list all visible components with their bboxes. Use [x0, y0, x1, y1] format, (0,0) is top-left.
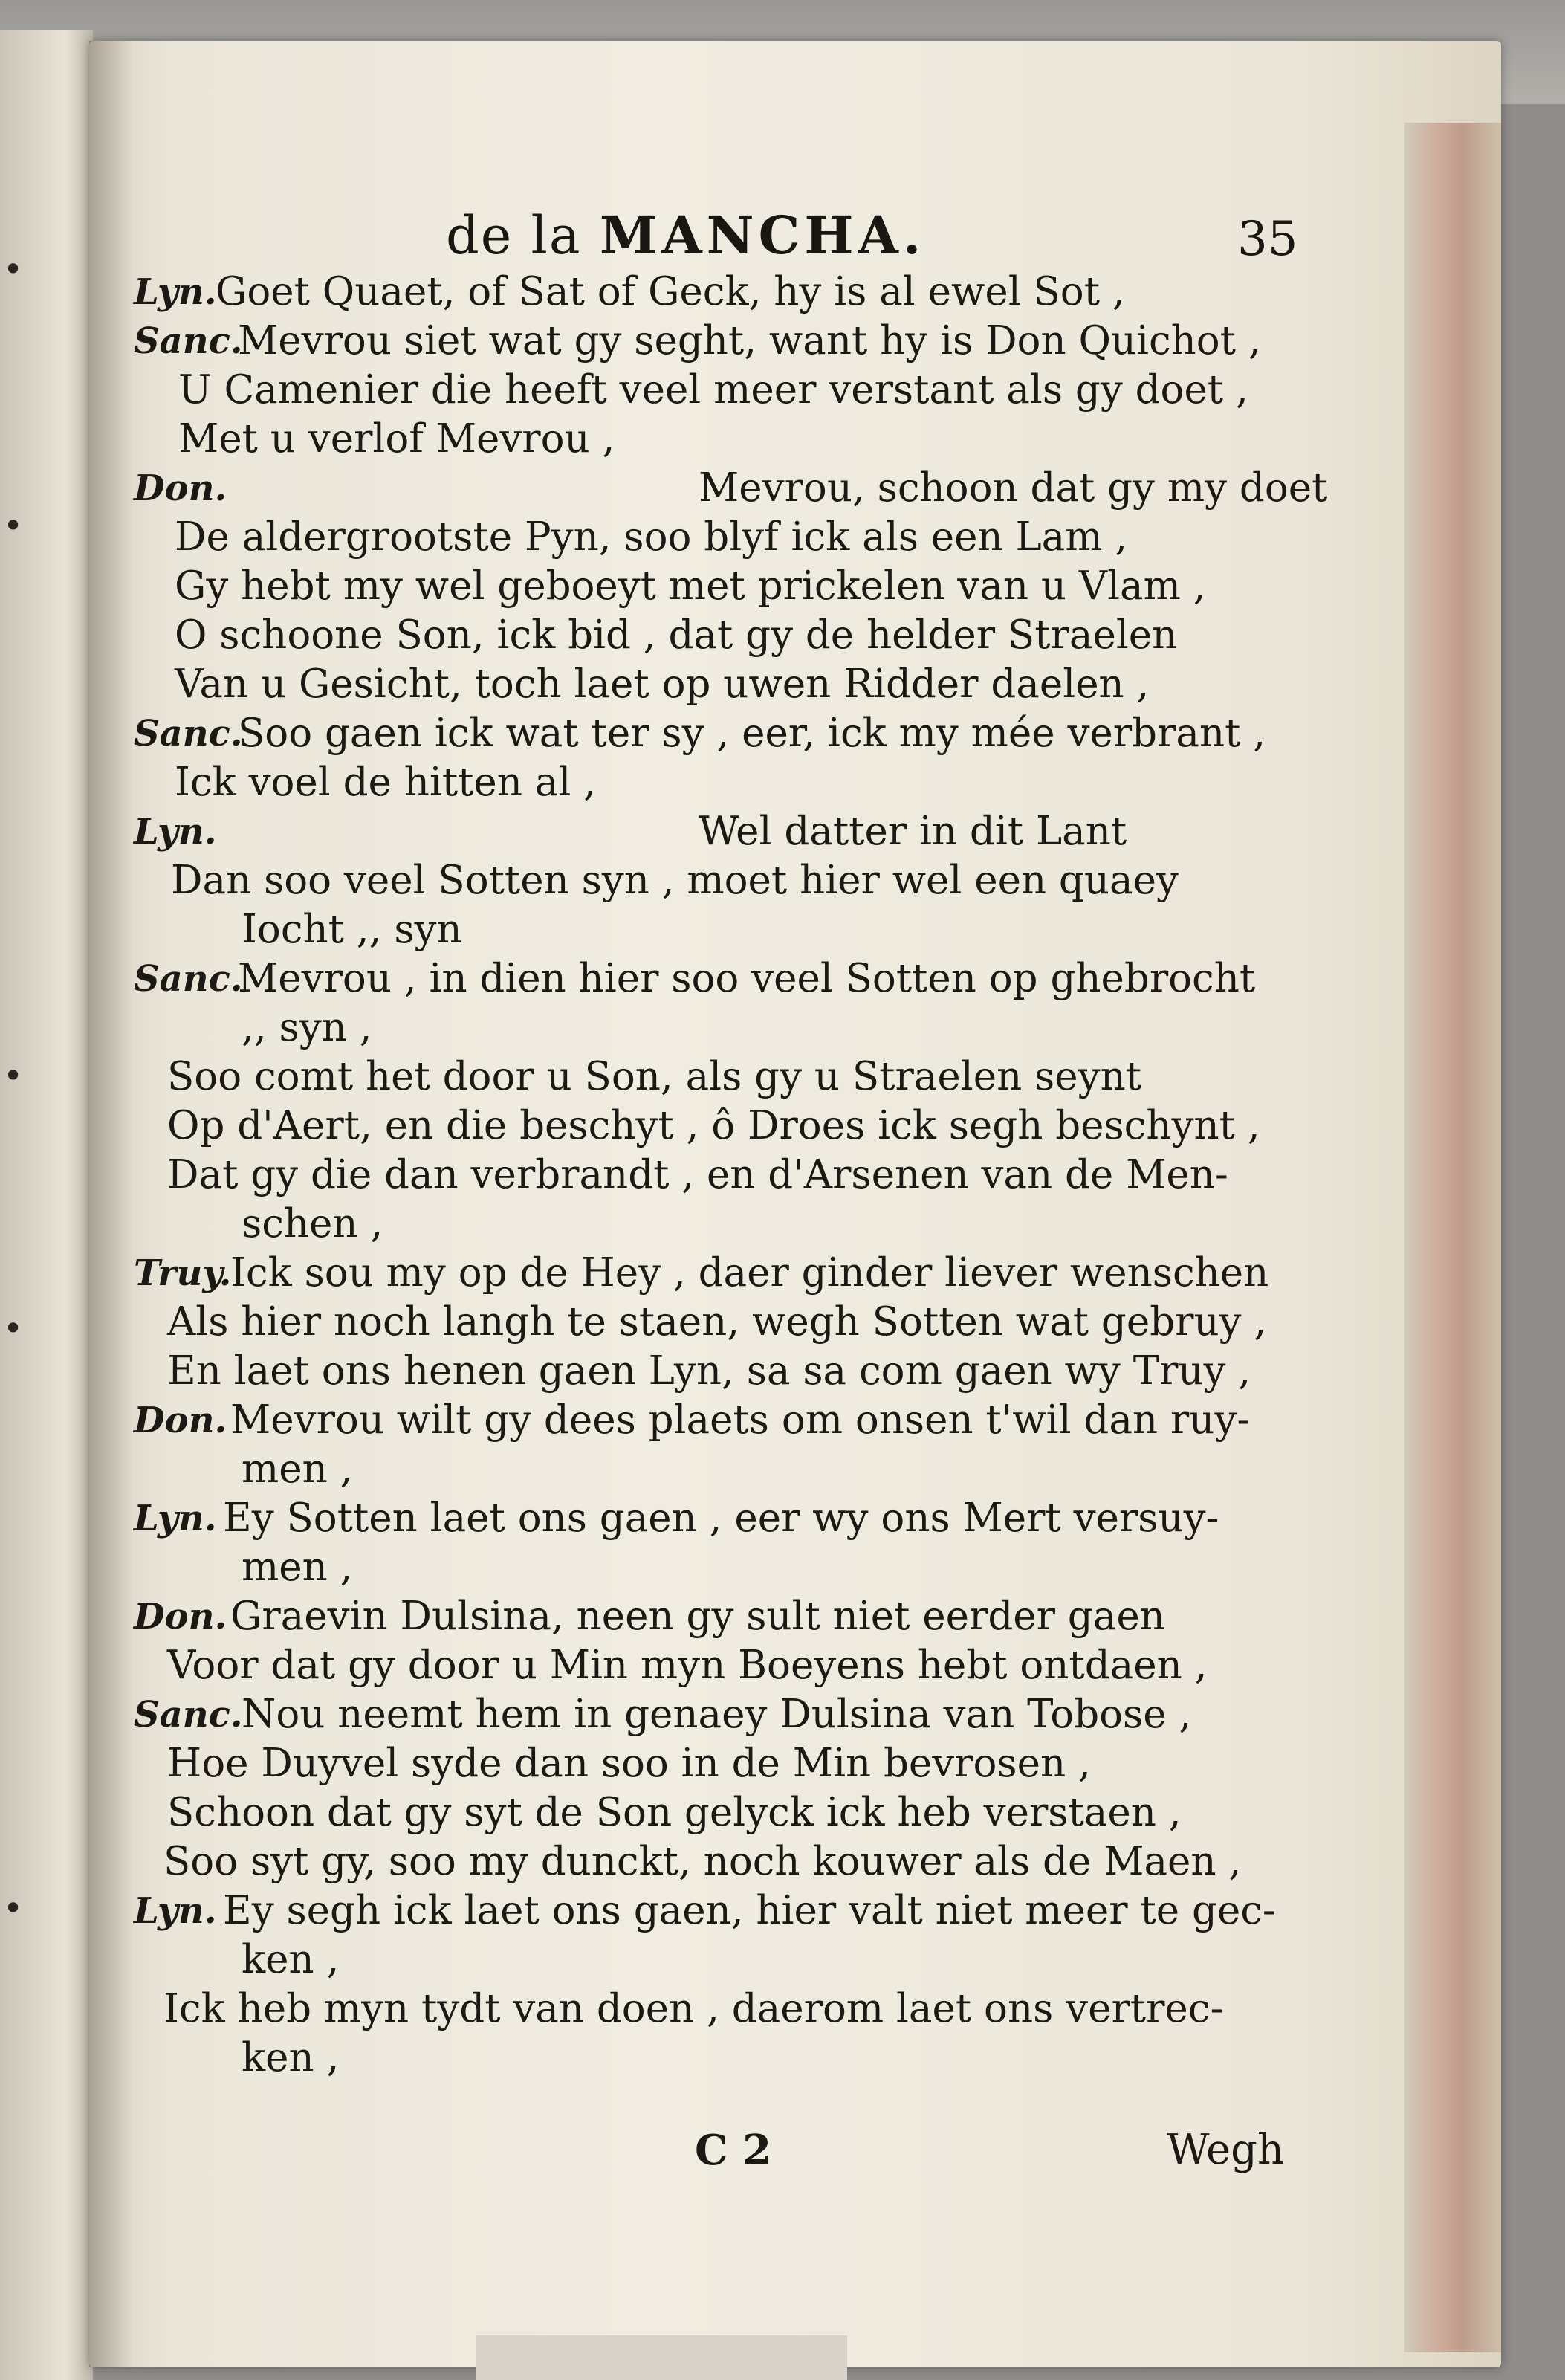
verse-text: Ey Sotten laet ons gaen , eer wy ons Mert versuy- — [223, 1495, 1219, 1541]
verse-text: Dat gy die dan verbrandt , en d'Arsenen van de Men- — [167, 1152, 1228, 1197]
book-page — [89, 41, 1501, 2367]
verse-text: Dan soo veel Sotten syn , moet hier wel een quaey — [171, 858, 1179, 903]
speaker-label: Sanc. — [134, 1694, 243, 1736]
verse-text: Soo comt het door u Son, als gy u Straelen seynt — [167, 1054, 1141, 1099]
speaker-label: Lyn. — [134, 271, 217, 313]
verse-text: men , — [242, 1545, 353, 1590]
verse-text: Ick sou my op de Hey , daer ginder liever wenschen — [230, 1250, 1269, 1296]
verse-text: Graevin Dulsina, neen gy sult niet eerder gaen — [230, 1594, 1165, 1639]
verse-text: Ick voel de hitten al , — [175, 760, 597, 805]
speaker-label: Truy. — [134, 1252, 232, 1294]
running-title-prefix: de la — [446, 205, 582, 266]
verse-text: De aldergrootste Pyn, soo blyf ick als een Lam , — [175, 514, 1128, 560]
verse-text: ken , — [242, 1937, 340, 1982]
verse-text: Schoon dat gy syt de Son gelyck ick heb verstaen , — [167, 1790, 1182, 1835]
speaker-label: Don. — [134, 1400, 227, 1441]
verse-text: Voor dat gy door u Min myn Boeyens hebt ontdaen , — [167, 1643, 1208, 1688]
running-title — [446, 204, 925, 266]
speaker-label: Lyn. — [134, 811, 217, 853]
catchword: Wegh — [1167, 2126, 1285, 2174]
spine-shadow — [89, 41, 134, 2367]
bottom-paper-strip — [476, 2335, 847, 2380]
left-page-edge — [0, 30, 93, 2380]
verse-text: Mevrou, schoon dat gy my doet — [699, 465, 1328, 511]
page-header — [89, 152, 1501, 267]
verse-text: Nou neemt hem in genaey Dulsina van Tobose , — [242, 1692, 1192, 1737]
verse-text: Goet Quaet, of Sat of Geck, hy is al ewel Sot , — [216, 269, 1125, 314]
verse-text: Iocht ,, syn — [242, 907, 462, 952]
verse-text: Gy hebt my wel geboeyt met prickelen van u Vlam , — [175, 563, 1206, 609]
page-right-edge — [1404, 123, 1501, 2352]
verse-text: Hoe Duyvel syde dan soo in de Min bevrosen , — [167, 1741, 1091, 1786]
speaker-label: Sanc. — [134, 320, 243, 362]
verse-text: men , — [242, 1446, 353, 1492]
speaker-label: Sanc. — [134, 958, 243, 1000]
signature-mark: C 2 — [695, 2126, 772, 2175]
verse-text: Ey segh ick laet ons gaen, hier valt niet meer te gec- — [223, 1888, 1276, 1933]
verse-text: Wel datter in dit Lant — [699, 809, 1127, 854]
verse-text: En laet ons henen gaen Lyn, sa sa com gaen wy Truy , — [167, 1348, 1251, 1394]
speaker-label: Don. — [134, 1596, 227, 1637]
verse-text: Ick heb myn tydt van doen , daerom laet ons vertrec- — [163, 1986, 1224, 2031]
verse-text: Mevrou , in dien hier soo veel Sotten op ghebrocht — [238, 956, 1256, 1001]
verse-text: O schoone Son, ick bid , dat gy de helder Straelen — [175, 612, 1178, 658]
speaker-label: Don. — [134, 468, 227, 509]
verse-text: ,, syn , — [242, 1005, 372, 1050]
verse-text: Van u Gesicht, toch laet op uwen Ridder daelen , — [175, 662, 1150, 707]
running-title-main: MANCHA. — [599, 204, 926, 266]
left-page-bleed-marks: • • • • • — [3, 249, 24, 1928]
verse-text: schen , — [242, 1201, 383, 1246]
speaker-label: Lyn. — [134, 1890, 217, 1932]
verse-text: ken , — [242, 2035, 340, 2080]
verse-text: Mevrou wilt gy dees plaets om onsen t'wil dan ruy- — [230, 1397, 1251, 1443]
verse-text: Als hier noch langh te staen, wegh Sotten wat gebruy , — [167, 1299, 1267, 1345]
verse-text: Met u verlof Mevrou , — [178, 416, 615, 462]
verse-text: Soo syt gy, soo my dunckt, noch kouwer als de Maen , — [163, 1839, 1242, 1884]
page-number: 35 — [1237, 212, 1298, 267]
verse-text: Mevrou siet wat gy seght, want hy is Don Quichot , — [238, 318, 1261, 363]
verse-text: U Camenier die heeft veel meer verstant als gy doet , — [178, 367, 1248, 413]
verse-text: Op d'Aert, en die beschyt , ô Droes ick segh beschynt , — [167, 1103, 1260, 1148]
speaker-label: Lyn. — [134, 1498, 217, 1539]
verse-text: Soo gaen ick wat ter sy , eer, ick my mée verbrant , — [238, 711, 1266, 756]
speaker-label: Sanc. — [134, 713, 243, 754]
